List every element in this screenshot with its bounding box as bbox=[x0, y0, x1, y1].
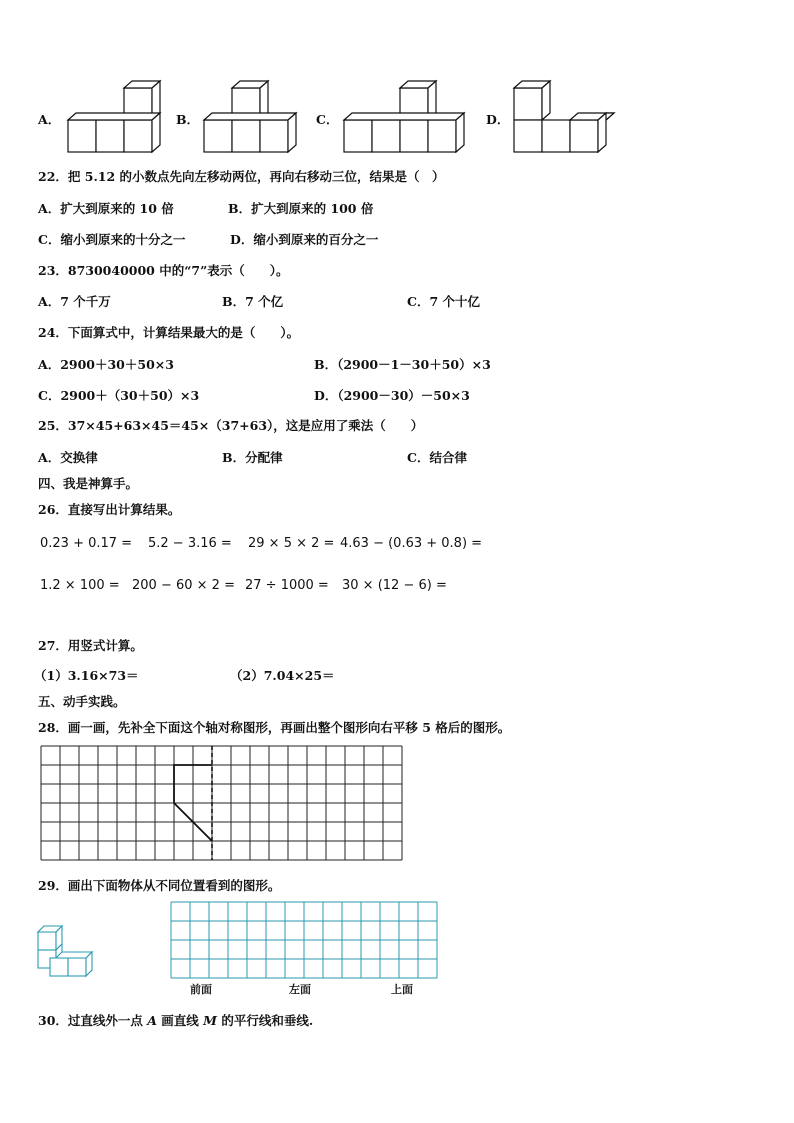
q24-option-a[interactable]: A．2900＋30＋50×3 bbox=[38, 357, 174, 372]
q26-stem: 26．直接写出计算结果。 bbox=[38, 502, 181, 517]
q30-stem: 30．过直线外一点 A 画直线 M 的平行线和垂线. bbox=[38, 1013, 314, 1028]
q25-stem: 25．37×45+63×45＝45×（37+63），这是应用了乘法（ ） bbox=[38, 418, 424, 433]
q21-option-d-label: D． bbox=[486, 112, 510, 127]
q26-item-2: 5.2 − 3.16 = bbox=[148, 536, 232, 551]
q26-item-5: 1.2 × 100 = bbox=[40, 578, 120, 593]
q28-stem: 28．画一画，先补全下面这个轴对称图形，再画出整个图形向右平移 5 格后的图形。 bbox=[38, 720, 511, 735]
q29-drawing-grid[interactable] bbox=[170, 901, 436, 977]
q26-item-6: 200 − 60 × 2 = bbox=[132, 578, 235, 593]
q27-item-2: （2）7.04×25＝ bbox=[230, 668, 335, 683]
q22-option-b[interactable]: B．扩大到原来的 100 倍 bbox=[228, 201, 374, 216]
q23-stem: 23．8730040000 中的“7”表示（ ）。 bbox=[38, 263, 289, 278]
q29-cube-object bbox=[36, 922, 106, 982]
section-5-heading: 五、动手实践。 bbox=[38, 694, 126, 709]
q29-view-front: 前面 bbox=[190, 983, 212, 996]
q30-point-a: A bbox=[147, 1013, 157, 1028]
q27-item-1: （1）3.16×73＝ bbox=[34, 668, 139, 683]
q24-option-b[interactable]: B．（2900－1－30＋50）×3 bbox=[314, 357, 491, 372]
q24-option-c[interactable]: C．2900＋（30＋50）×3 bbox=[38, 388, 200, 403]
q25-option-a[interactable]: A．交换律 bbox=[38, 450, 98, 465]
q26-item-3: 29 × 5 × 2 = bbox=[248, 536, 335, 551]
q28-drawing-grid[interactable] bbox=[40, 745, 402, 863]
q21-option-a-figure bbox=[64, 80, 174, 160]
q29-stem: 29．画出下面物体从不同位置看到的图形。 bbox=[38, 878, 281, 893]
q21-option-c-figure bbox=[340, 80, 480, 160]
q30-line-m: M bbox=[203, 1013, 218, 1028]
q22-option-c[interactable]: C．缩小到原来的十分之一 bbox=[38, 232, 186, 247]
q22-option-a[interactable]: A．扩大到原来的 10 倍 bbox=[38, 201, 174, 216]
q24-option-d[interactable]: D．（2900－30）－50×3 bbox=[314, 388, 470, 403]
q25-option-c[interactable]: C．结合律 bbox=[407, 450, 467, 465]
q21-option-b-label: B． bbox=[176, 112, 200, 127]
q21-option-a-label: A． bbox=[38, 112, 61, 127]
section-4-heading: 四、我是神算手。 bbox=[38, 476, 139, 491]
q29-view-top: 上面 bbox=[391, 983, 413, 996]
q26-item-7: 27 ÷ 1000 = bbox=[245, 578, 329, 593]
q29-view-left: 左面 bbox=[289, 983, 311, 996]
q22-option-d[interactable]: D．缩小到原来的百分之一 bbox=[230, 232, 379, 247]
q23-option-b[interactable]: B．7 个亿 bbox=[222, 294, 284, 309]
q26-item-4: 4.63 − (0.63 + 0.8) = bbox=[340, 536, 483, 551]
q22-stem: 22．把 5.12 的小数点先向左移动两位，再向右移动三位，结果是（ ） bbox=[38, 169, 445, 184]
q25-option-b[interactable]: B．分配律 bbox=[222, 450, 283, 465]
q26-item-1: 0.23 + 0.17 = bbox=[40, 536, 133, 551]
q27-stem: 27．用竖式计算。 bbox=[38, 638, 143, 653]
q26-item-8: 30 × (12 − 6) = bbox=[342, 578, 447, 593]
q24-stem: 24．下面算式中，计算结果最大的是（ ）。 bbox=[38, 325, 300, 340]
q23-option-c[interactable]: C．7 个十亿 bbox=[407, 294, 480, 309]
q23-option-a[interactable]: A．7 个千万 bbox=[38, 294, 111, 309]
q21-option-b-figure bbox=[200, 80, 310, 160]
q21-option-c-label: C． bbox=[316, 112, 339, 127]
q21-option-d-figure bbox=[510, 80, 630, 160]
